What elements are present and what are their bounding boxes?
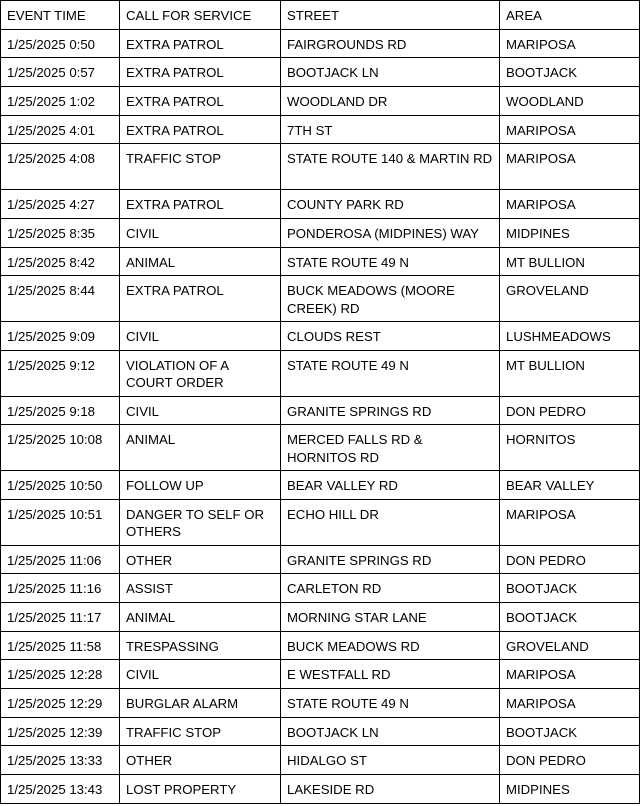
area-cell: DON PEDRO bbox=[500, 396, 640, 425]
call-for-service-cell: EXTRA PATROL bbox=[120, 29, 281, 58]
event-time-cell: 1/25/2025 0:57 bbox=[1, 58, 120, 87]
table-row bbox=[1, 190, 640, 219]
area-cell: DON PEDRO bbox=[500, 746, 640, 775]
table-row bbox=[1, 87, 640, 116]
table-row bbox=[1, 144, 640, 190]
street-cell: HIDALGO ST bbox=[281, 746, 500, 775]
area-cell: MARIPOSA bbox=[500, 190, 640, 219]
table-row bbox=[1, 322, 640, 351]
call-for-service-cell: TRESPASSING bbox=[120, 631, 281, 660]
call-for-service-cell: CIVIL bbox=[120, 396, 281, 425]
call-for-service-cell: ANIMAL bbox=[120, 247, 281, 276]
event-time-cell: 1/25/2025 10:50 bbox=[1, 471, 120, 500]
street-cell: BUCK MEADOWS (MOORE CREEK) RD bbox=[281, 276, 500, 322]
area-cell: MIDPINES bbox=[500, 775, 640, 804]
street-cell: 7TH ST bbox=[281, 115, 500, 144]
table-row bbox=[1, 425, 640, 471]
street-cell: BEAR VALLEY RD bbox=[281, 471, 500, 500]
area-cell: MARIPOSA bbox=[500, 688, 640, 717]
event-time-cell: 1/25/2025 11:16 bbox=[1, 574, 120, 603]
event-time-cell: 1/25/2025 11:17 bbox=[1, 602, 120, 631]
call-for-service-cell: ANIMAL bbox=[120, 602, 281, 631]
street-cell: STATE ROUTE 49 N bbox=[281, 247, 500, 276]
area-cell: MARIPOSA bbox=[500, 144, 640, 190]
header-call-for-service: CALL FOR SERVICE bbox=[120, 1, 281, 30]
area-cell: GROVELAND bbox=[500, 631, 640, 660]
area-cell: MARIPOSA bbox=[500, 29, 640, 58]
area-cell: LUSHMEADOWS bbox=[500, 322, 640, 351]
event-time-cell: 1/25/2025 13:43 bbox=[1, 775, 120, 804]
event-time-cell: 1/25/2025 9:18 bbox=[1, 396, 120, 425]
table-row bbox=[1, 602, 640, 631]
call-for-service-cell: ANIMAL bbox=[120, 425, 281, 471]
event-time-cell: 1/25/2025 4:01 bbox=[1, 115, 120, 144]
call-for-service-cell: LOST PROPERTY bbox=[120, 775, 281, 804]
area-cell: DON PEDRO bbox=[500, 545, 640, 574]
table-row bbox=[1, 631, 640, 660]
event-time-cell: 1/25/2025 11:06 bbox=[1, 545, 120, 574]
table-row bbox=[1, 247, 640, 276]
street-cell: GRANITE SPRINGS RD bbox=[281, 396, 500, 425]
event-time-cell: 1/25/2025 1:02 bbox=[1, 87, 120, 116]
event-time-cell: 1/25/2025 8:44 bbox=[1, 276, 120, 322]
area-cell: HORNITOS bbox=[500, 425, 640, 471]
event-time-cell: 1/25/2025 9:12 bbox=[1, 350, 120, 396]
table-row bbox=[1, 660, 640, 689]
street-cell: COUNTY PARK RD bbox=[281, 190, 500, 219]
street-cell: GRANITE SPRINGS RD bbox=[281, 545, 500, 574]
call-for-service-cell: EXTRA PATROL bbox=[120, 87, 281, 116]
event-time-cell: 1/25/2025 0:50 bbox=[1, 29, 120, 58]
event-time-cell: 1/25/2025 8:42 bbox=[1, 247, 120, 276]
street-cell: PONDEROSA (MIDPINES) WAY bbox=[281, 218, 500, 247]
header-area: AREA bbox=[500, 1, 640, 30]
table-row bbox=[1, 746, 640, 775]
table-row bbox=[1, 115, 640, 144]
area-cell: BOOTJACK bbox=[500, 574, 640, 603]
street-cell: FAIRGROUNDS RD bbox=[281, 29, 500, 58]
street-cell: STATE ROUTE 140 & MARTIN RD bbox=[281, 144, 500, 190]
event-time-cell: 1/25/2025 8:35 bbox=[1, 218, 120, 247]
header-row bbox=[1, 1, 640, 30]
street-cell: CLOUDS REST bbox=[281, 322, 500, 351]
event-time-cell: 1/25/2025 9:09 bbox=[1, 322, 120, 351]
street-cell: E WESTFALL RD bbox=[281, 660, 500, 689]
street-cell: BUCK MEADOWS RD bbox=[281, 631, 500, 660]
street-cell: LAKESIDE RD bbox=[281, 775, 500, 804]
event-time-cell: 1/25/2025 10:08 bbox=[1, 425, 120, 471]
event-time-cell: 1/25/2025 12:28 bbox=[1, 660, 120, 689]
table-row bbox=[1, 499, 640, 545]
table-row bbox=[1, 471, 640, 500]
area-cell: MARIPOSA bbox=[500, 660, 640, 689]
header-event-time: EVENT TIME bbox=[1, 1, 120, 30]
table-row bbox=[1, 688, 640, 717]
call-for-service-cell: ASSIST bbox=[120, 574, 281, 603]
street-cell: MERCED FALLS RD & HORNITOS RD bbox=[281, 425, 500, 471]
call-for-service-cell: EXTRA PATROL bbox=[120, 276, 281, 322]
event-time-cell: 1/25/2025 4:08 bbox=[1, 144, 120, 190]
event-time-cell: 1/25/2025 13:33 bbox=[1, 746, 120, 775]
call-for-service-cell: OTHER bbox=[120, 746, 281, 775]
event-time-cell: 1/25/2025 4:27 bbox=[1, 190, 120, 219]
call-for-service-cell: EXTRA PATROL bbox=[120, 190, 281, 219]
call-for-service-cell: TRAFFIC STOP bbox=[120, 144, 281, 190]
table-row bbox=[1, 29, 640, 58]
call-for-service-cell: EXTRA PATROL bbox=[120, 58, 281, 87]
table-row bbox=[1, 276, 640, 322]
table-row bbox=[1, 58, 640, 87]
table-row bbox=[1, 545, 640, 574]
table-row bbox=[1, 396, 640, 425]
event-time-cell: 1/25/2025 10:51 bbox=[1, 499, 120, 545]
table-row bbox=[1, 775, 640, 804]
area-cell: GROVELAND bbox=[500, 276, 640, 322]
area-cell: WOODLAND bbox=[500, 87, 640, 116]
call-for-service-cell: DANGER TO SELF OR OTHERS bbox=[120, 499, 281, 545]
street-cell: WOODLAND DR bbox=[281, 87, 500, 116]
table-row bbox=[1, 218, 640, 247]
call-for-service-cell: CIVIL bbox=[120, 322, 281, 351]
table-body bbox=[1, 29, 640, 803]
street-cell: CARLETON RD bbox=[281, 574, 500, 603]
area-cell: BEAR VALLEY bbox=[500, 471, 640, 500]
table-row bbox=[1, 574, 640, 603]
event-time-cell: 1/25/2025 12:39 bbox=[1, 717, 120, 746]
event-time-cell: 1/25/2025 12:29 bbox=[1, 688, 120, 717]
table-row bbox=[1, 717, 640, 746]
area-cell: BOOTJACK bbox=[500, 58, 640, 87]
street-cell: ECHO HILL DR bbox=[281, 499, 500, 545]
call-for-service-cell: VIOLATION OF A COURT ORDER bbox=[120, 350, 281, 396]
header-street: STREET bbox=[281, 1, 500, 30]
call-for-service-cell: FOLLOW UP bbox=[120, 471, 281, 500]
call-for-service-cell: OTHER bbox=[120, 545, 281, 574]
area-cell: BOOTJACK bbox=[500, 717, 640, 746]
area-cell: MT BULLION bbox=[500, 350, 640, 396]
street-cell: MORNING STAR LANE bbox=[281, 602, 500, 631]
area-cell: MARIPOSA bbox=[500, 499, 640, 545]
call-for-service-cell: TRAFFIC STOP bbox=[120, 717, 281, 746]
call-for-service-cell: BURGLAR ALARM bbox=[120, 688, 281, 717]
street-cell: BOOTJACK LN bbox=[281, 58, 500, 87]
table-row bbox=[1, 350, 640, 396]
area-cell: MIDPINES bbox=[500, 218, 640, 247]
call-for-service-cell: CIVIL bbox=[120, 660, 281, 689]
area-cell: MARIPOSA bbox=[500, 115, 640, 144]
street-cell: BOOTJACK LN bbox=[281, 717, 500, 746]
street-cell: STATE ROUTE 49 N bbox=[281, 350, 500, 396]
event-time-cell: 1/25/2025 11:58 bbox=[1, 631, 120, 660]
street-cell: STATE ROUTE 49 N bbox=[281, 688, 500, 717]
area-cell: MT BULLION bbox=[500, 247, 640, 276]
call-for-service-cell: EXTRA PATROL bbox=[120, 115, 281, 144]
call-for-service-cell: CIVIL bbox=[120, 218, 281, 247]
area-cell: BOOTJACK bbox=[500, 602, 640, 631]
